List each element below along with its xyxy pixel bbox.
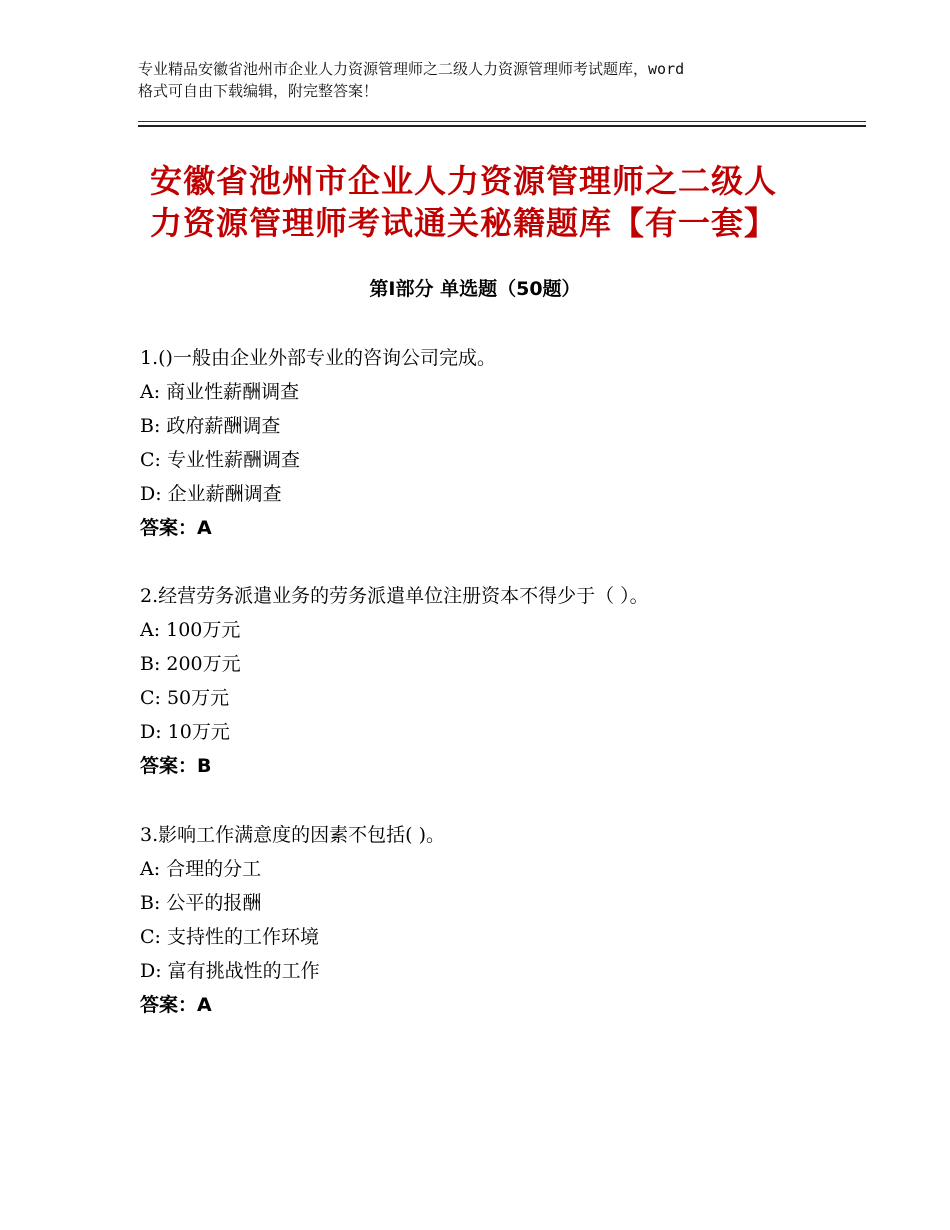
option-letter: C: [140,449,161,471]
option-text: 200万元 [166,653,241,675]
option-text: 100万元 [166,619,241,641]
option-text: 合理的分工 [166,858,262,880]
answer-label: 答案：B [140,755,212,777]
option-text: 公平的报酬 [166,892,262,914]
section-title: 第Ⅰ部分 单选题（50题） [369,278,581,300]
header-note [138,58,838,102]
option-c [140,681,840,715]
option-text: 10万元 [167,721,230,743]
question-stem: 1.()一般由企业外部专业的咨询公司完成。 [140,347,496,369]
option-letter: A: [140,381,161,403]
option-d [140,477,840,511]
option-letter: B: [140,415,161,437]
option-letter: A: [140,858,161,880]
header-note-line-2: 格式可自由下载编辑，附完整答案！ [138,82,379,100]
option-letter: B: [140,653,161,675]
header-note-line-1: 专业精品安徽省池州市企业人力资源管理师之二级人力资源管理师考试题库，word [138,60,685,78]
header-divider-thick [138,125,866,127]
option-text: 企业薪酬调查 [167,483,282,505]
option-text: 支持性的工作环境 [166,926,319,948]
question-stem: 3.影响工作满意度的因素不包括( )。 [140,824,445,846]
question-3 [140,818,840,1022]
option-b [140,647,840,681]
option-a [140,375,840,409]
option-letter: D: [140,483,162,505]
option-text: 富有挑战性的工作 [167,960,320,982]
option-letter: B: [140,892,161,914]
option-text: 政府薪酬调查 [166,415,281,437]
question-1 [140,341,840,545]
answer-label: 答案：A [140,517,212,539]
document-title [150,160,830,244]
option-text: 专业性薪酬调查 [166,449,300,471]
option-letter: C: [140,926,161,948]
option-d [140,954,840,988]
option-b [140,409,840,443]
option-b [140,886,840,920]
option-letter: A: [140,619,161,641]
option-c [140,443,840,477]
option-text: 50万元 [166,687,230,709]
option-c [140,920,840,954]
option-d [140,715,840,749]
document-title-line-2: 力资源管理师考试通关秘籍题库【有一套】 [150,204,778,242]
option-a [140,852,840,886]
option-letter: D: [140,960,162,982]
option-a [140,613,840,647]
header-divider-thin [138,121,866,122]
answer-label: 答案：A [140,994,212,1016]
document-title-line-1: 安徽省池州市企业人力资源管理师之二级人 [150,162,778,200]
option-letter: C: [140,687,161,709]
question-stem: 2.经营劳务派遣业务的劳务派遣单位注册资本不得少于（ ）。 [140,585,649,607]
question-2 [140,579,840,783]
option-letter: D: [140,721,162,743]
option-text: 商业性薪酬调查 [166,381,300,403]
